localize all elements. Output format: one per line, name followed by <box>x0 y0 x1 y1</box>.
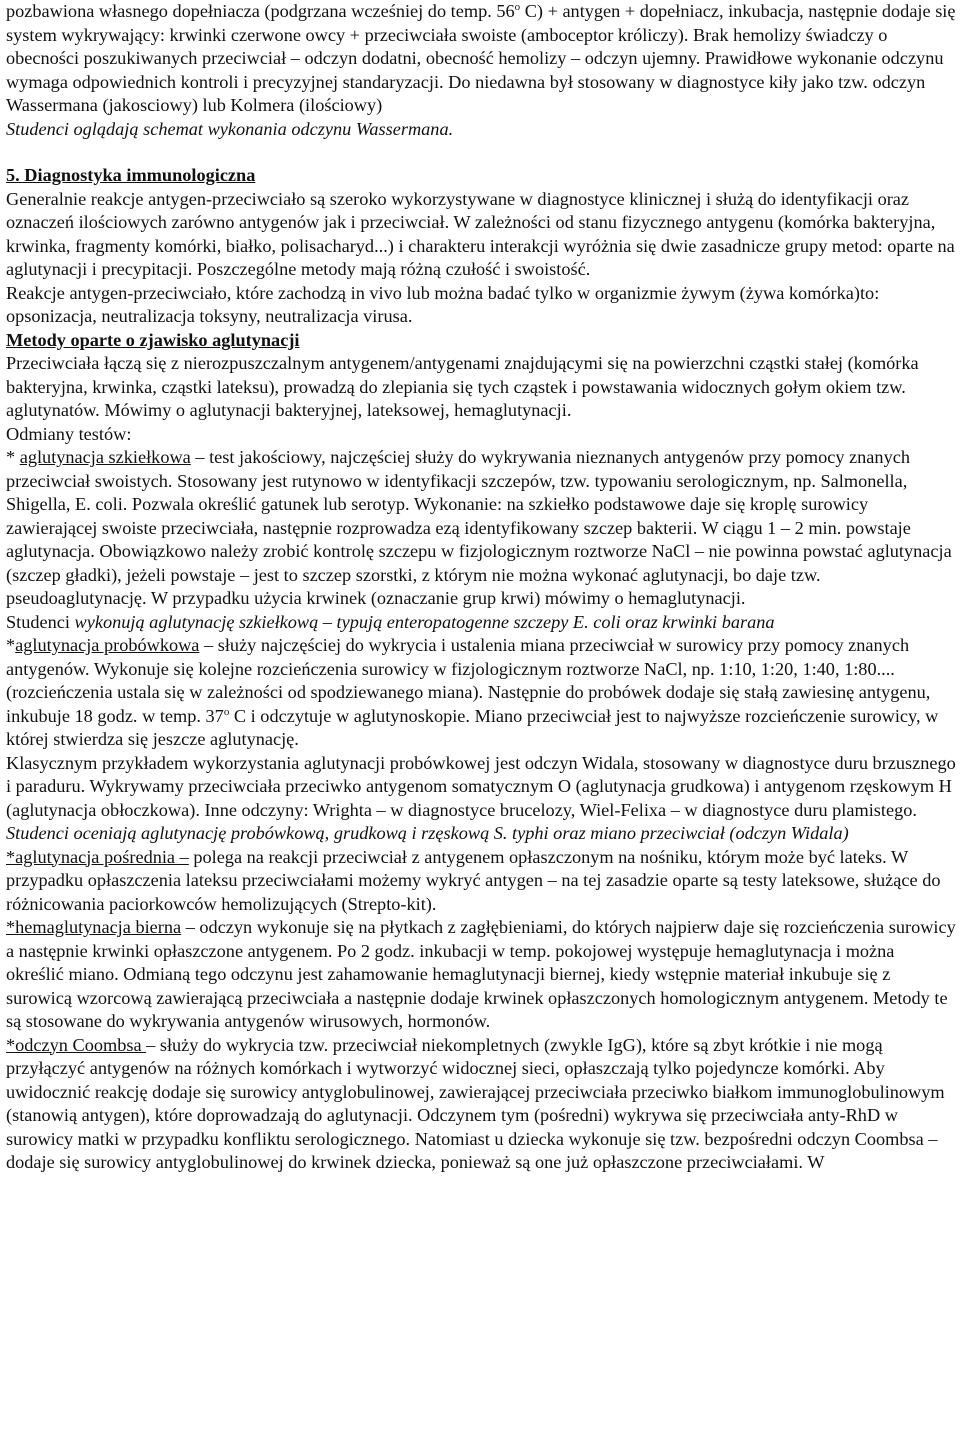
text-run: Odmiany testów: <box>6 423 132 444</box>
coombs-paragraph <box>6 1034 956 1175</box>
text-run: Generalnie reakcje antygen-przeciwciało są szeroko wykorzystywane w diagnostyce klinicznej i służą do identyfikacji oraz oznaczeń ilościowych zarówno antygenów jak i przeciwciał. W zależności od stanu fizycznego antygenu (komórka bakteryjna, krwinka, fragmenty komórki, białko, polisacharyd...) i charakteru interakcji wyróżnia się dwie zasadnicze grupy metod: oparte na aglutynacji i precypitacji. Poszczególne metody mają różną czułość i swoistość. <box>6 188 955 279</box>
student-note-wassermann <box>6 118 956 142</box>
text-run: Studenci <box>6 611 75 632</box>
text-run: C) + antygen + dopełniacz, inkubacja, następnie dodaje się system wykrywający: krwinki czerwone owcy + przeciwciała swoiste (amboceptor króliczy). Brak hemolizy świadczy o obecności poszukiwanych przeciwciał – odczyn dodatni, obecność hemolizy – odczyn ujemny. Prawidłowe wykonanie odczynu wymaga odpowiednich kontroli i precyzyjnej standaryzacji. Do niedawna był stosowany w diagnostyce kiły jako tzw. odczyn Wassermana (jakosciowy) lub Kolmera (ilościowy) <box>6 1 956 115</box>
text-run: Klasycznym przykładem wykorzystania aglutynacji probówkowej jest odczyn Widala, stosowany w diagnostyce duru brzusznego i paraduru. Wykrywamy przeciwciała przeciwko antygenom somatycznym O (aglutynacja grudkowa) i antygenom rzęskowym H (aglutynacja obłoczkowa). Inne odczyny: Wrighta – w diagnostyce brucelozy, Wiel-Felixa – w diagnostyce duru plamistego. <box>6 752 956 820</box>
text-run: Metody oparte o zjawisko aglutynacji <box>6 329 300 350</box>
student-note-slide <box>6 611 956 635</box>
in-vivo-paragraph <box>6 282 956 329</box>
text-run: *hemaglutynacja bierna <box>6 917 182 937</box>
text-run: *aglutynacja pośrednia – <box>6 846 189 867</box>
section-heading-5 <box>6 164 956 188</box>
text-run: C i odczytuje w aglutynoskopie. Miano przeciwciał jest to najwyższe rozcieńczenie surowicy, w której stwierdza się jeszcze aglutynację. <box>6 705 939 749</box>
text-run: – test jakościowy, najczęściej służy do wykrywania nieznanych antygenów przy pomocy znanych przeciwciał swoistych. Stosowany jest rutynowo w identyfikacji szczepów, tzw. typowaniu serologicznym, np. Salmonella, Shigella, E. coli. Pozwala określić gatunek lub serotyp. Wykonanie: na szkiełko podstawowe daje się kroplę surowicy zawierającej swoiste przeciwciała, następnie rozprowadza ezą identyfikowany szczep bakterii. W ciągu 1 – 2 min. powstaje aglutynacja. Obowiązkowo należy zrobić kontrolę szczepu w fizjologicznym roztworze NaCl – nie powinna powstać aglutynacja (szczep gładki), jeżeli powstaje – jest to szczep szorstki, z którym nie można wykonać aglutynacji, bo daje tzw. pseudoaglutynację. W przypadku użycia krwinek (oznaczanie grup krwi) mówimy o hemaglutynacji. <box>6 447 952 608</box>
widal-paragraph <box>6 752 956 823</box>
degree-superscript: o <box>514 0 521 13</box>
text-run: Studenci oglądają schemat wykonania odczynu Wassermana. <box>6 118 454 139</box>
text-run: polega na reakcji przeciwciał z antygenem opłaszczonym na nośniku, którym może być lateks. W przypadku opłaszczenia lateksu przeciwciałami możemy wykryć antygen – na tej zasadzie oparte są testy lateksowe, służące do różnicowania paciorkowców hemolizujących (Strepto-kit). <box>6 846 941 914</box>
intro-paragraph <box>6 0 956 118</box>
text-run: 5. Diagnostyka immunologiczna <box>6 165 256 185</box>
text-run: *odczyn Coombsa <box>6 1034 147 1055</box>
subheading-agglutination <box>6 329 956 353</box>
paragraph-spacer <box>6 141 956 164</box>
tube-agglutination-paragraph <box>6 634 956 752</box>
text-run: wykonują aglutynację szkiełkową – typują enteropatogenne szczepy E. coli oraz krwinki barana <box>74 611 775 632</box>
text-run: aglutynacja szkiełkowa <box>19 447 191 467</box>
text-run: Studenci oceniają aglutynację probówkową, grudkową i rzęskową S. typhi oraz miano przeciwciał (odczyn Widala) <box>6 823 849 843</box>
text-run: pozbawiona własnego dopełniacza (podgrzana wcześniej do temp. 56 <box>6 1 515 21</box>
text-run: – odczyn wykonuje się na płytkach z zagłębieniami, do których najpierw daje się rozcieńczenia surowicy a następnie krwinki opłaszczone antygenem. Po 2 godz. inkubacji w temp. pokojowej występuje hemaglutynacja i można określić miano. Odmianą tego odczynu jest zahamowanie hemaglutynacji biernej, kiedy wstępnie materiał inkubuje się z surowicą wzorcową zawierającą przeciwciała a następnie dodaje krwinek opłaszczonych homologicznym antygenem. Metody te są stosowane do wykrywania antygenów wirusowych, hormonów. <box>6 917 956 1031</box>
text-run: Przeciwciała łączą się z nierozpuszczalnym antygenem/antygenami znajdującymi się na powierzchni cząstki stałej (komórka bakteryjna, krwinka, cząstki lateksu), prowadzą do zlepiania się tych cząstek i powstawania widocznych gołym okiem tzw. aglutynatów. Mówimy o aglutynacji bakteryjnej, lateksowej, hemaglutynacji. <box>6 353 919 420</box>
student-note-widal <box>6 822 956 846</box>
text-run: * <box>6 447 20 467</box>
passive-hemagglutination-paragraph <box>6 916 956 1034</box>
text-run: – służy do wykrycia tzw. przeciwciał niekompletnych (zwykle IgG), które są zbyt krótkie i nie mogą przyłączyć antygenów na różnych komórkach i wytworzyć widocznej sieci, opłaszczają tylko pojedyncze komórki. Aby uwidocznić reakcję dodaje się surowicy antyglobulinowej, zawierającej przeciwciała przeciwko białkom immunoglobulinowym (stanowią antygen), które doprowadzają do aglutynacji. Odczynem tym (pośredni) wykrywa się przeciwciała anty-RhD w surowicy matki w przypadku konfliktu serologicznego. Natomiast u dziecka wykonuje się tzw. bezpośredni odczyn Coombsa – dodaje się surowicy antyglobulinowej do krwinek dziecka, ponieważ są one już opłaszczone przeciwciałami. W <box>6 1034 945 1172</box>
text-run: * <box>6 635 16 655</box>
text-run: – służy najczęściej do wykrycia i ustalenia miana przeciwciał w surowicy przy pomocy znanych antygenów. Wykonuje się kolejne rozcieńczenia surowicy w fizjologicznym roztworze NaCl, np. 1:10, 1:20, 1:40, 1:80....(rozcieńczenia ustala się w zależności od spodziewanego miana). Następnie do probówek dodaje się stałą zawiesinę antygenu, inkubuje 18 godz. w temp. 37 <box>6 635 931 726</box>
text-run: Reakcje antygen-przeciwciało, które zachodzą in vivo lub można badać tylko w organizmie żywym (żywa komórka)to: opsonizacja, neutralizacja toksyny, neutralizacja virusa. <box>6 282 880 326</box>
indirect-agglutination-paragraph <box>6 846 956 917</box>
text-run: aglutynacja probówkowa <box>15 635 200 655</box>
degree-superscript: o <box>223 705 230 718</box>
general-paragraph <box>6 188 956 282</box>
agglutination-paragraph <box>6 352 956 423</box>
slide-agglutination-paragraph <box>6 446 956 611</box>
test-variants-label <box>6 423 956 447</box>
